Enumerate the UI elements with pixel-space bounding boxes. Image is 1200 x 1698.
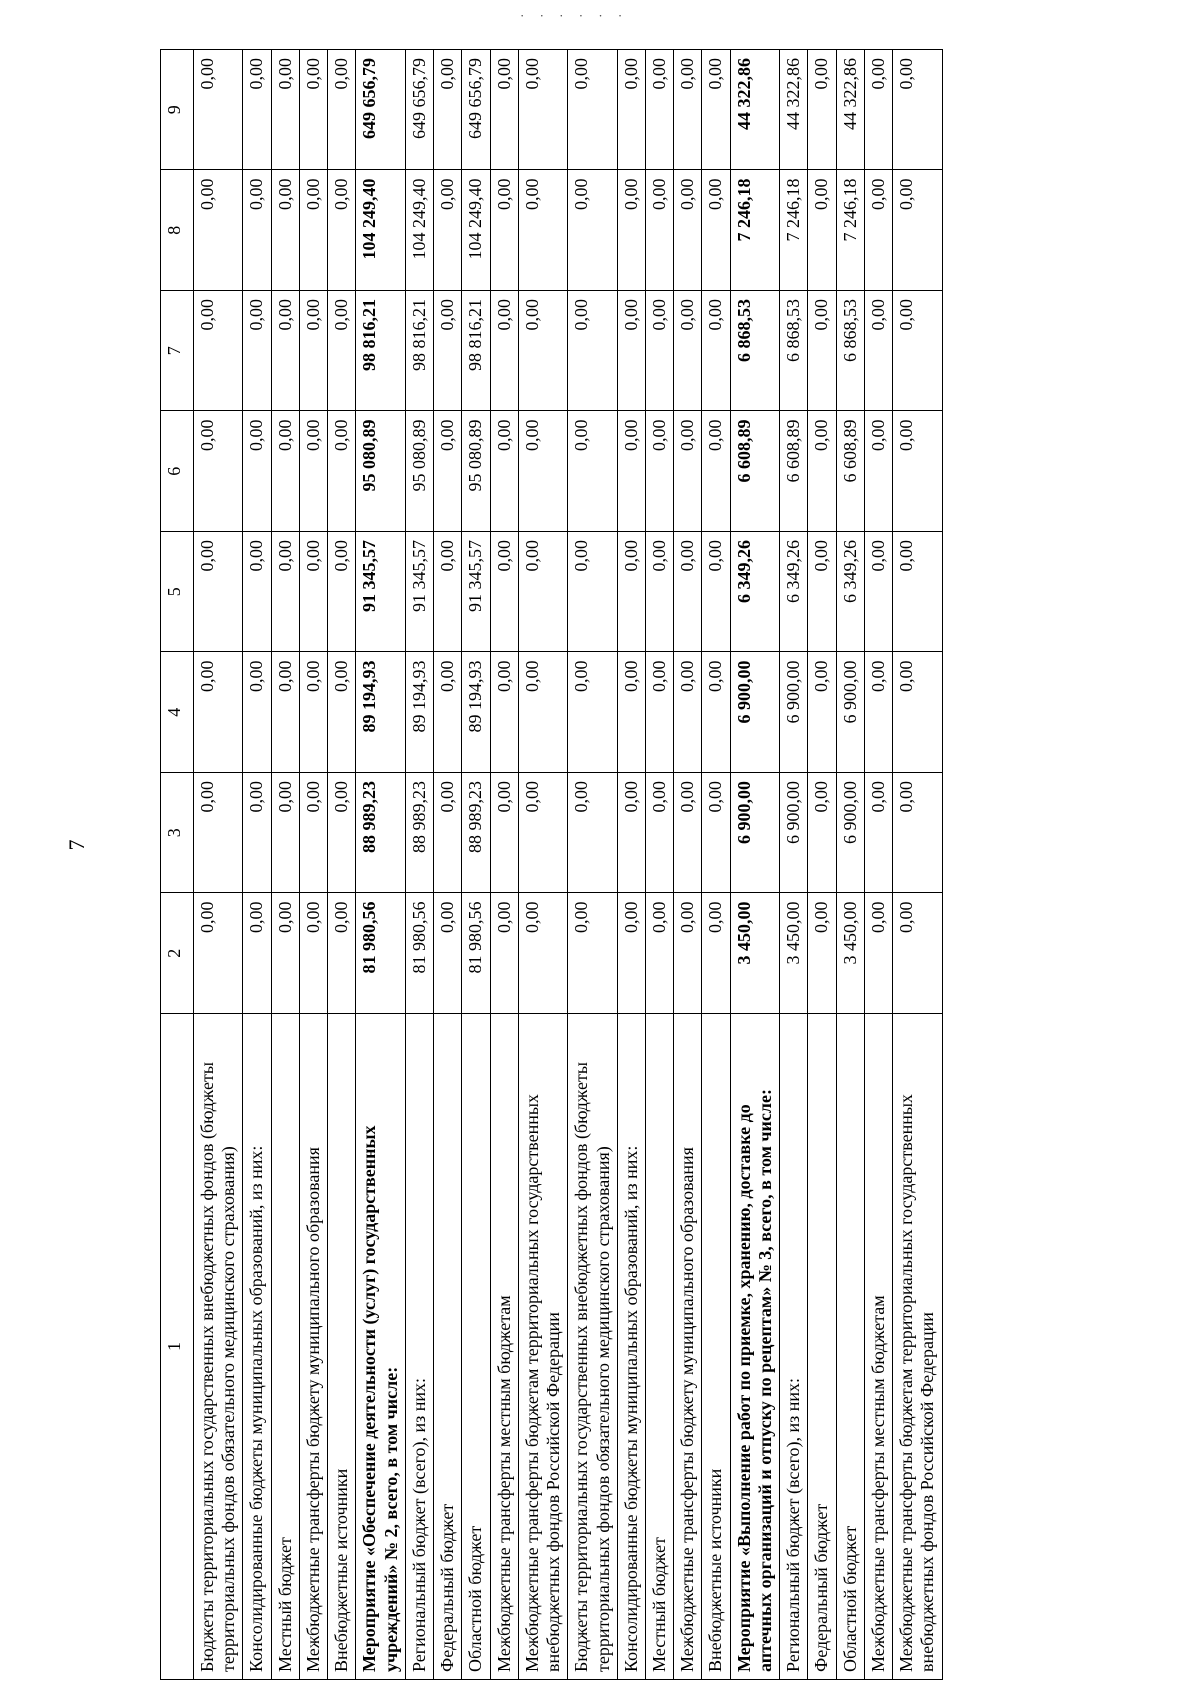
- value-cell: 0,00: [271, 893, 299, 1014]
- value-cell: 0,00: [808, 50, 836, 171]
- table-row: [490, 50, 518, 1680]
- row-label: Межбюджетные трансферты местным бюджетам: [490, 1014, 518, 1680]
- value-cell: 0,00: [271, 652, 299, 773]
- value-cell: 0,00: [674, 291, 702, 412]
- value-cell: 7 246,18: [730, 170, 779, 291]
- table-row: [702, 50, 730, 1680]
- value-cell: 6 868,53: [730, 291, 779, 412]
- value-cell: 0,00: [702, 411, 730, 532]
- row-label: Консолидированные бюджеты муниципальных образований, из них:: [617, 1014, 645, 1680]
- value-cell: 44 322,86: [836, 50, 864, 171]
- value-cell: 6 608,89: [780, 411, 808, 532]
- row-label: Мероприятие «Обеспечение деятельности (услуг) государственных учреждений» № 2, всего, в том числе:: [356, 1014, 405, 1680]
- value-cell: 0,00: [893, 652, 942, 773]
- table-row: [462, 50, 490, 1680]
- row-label: Бюджеты территориальных государственных внебюджетных фондов (бюджеты территориальных фондов обязательного медицинского страхования): [568, 1014, 617, 1680]
- value-cell: 0,00: [194, 411, 243, 532]
- table-row: [893, 50, 942, 1680]
- value-cell: 89 194,93: [356, 652, 405, 773]
- value-cell: 0,00: [808, 652, 836, 773]
- value-cell: 0,00: [490, 652, 518, 773]
- value-cell: 0,00: [568, 532, 617, 653]
- value-cell: 0,00: [194, 170, 243, 291]
- value-cell: 0,00: [864, 170, 892, 291]
- row-label: Мероприятие «Выполнение работ по приемке, хранению, доставке до аптечных организаций и отпуску по рецептам» № 3, всего, в том числе:: [730, 1014, 779, 1680]
- value-cell: 0,00: [864, 291, 892, 412]
- value-cell: 0,00: [271, 170, 299, 291]
- value-cell: 0,00: [518, 652, 567, 773]
- value-cell: 0,00: [194, 291, 243, 412]
- row-label: Местный бюджет: [271, 1014, 299, 1680]
- table-row: [356, 50, 405, 1680]
- value-cell: 0,00: [299, 291, 327, 412]
- value-cell: 0,00: [617, 170, 645, 291]
- value-cell: 0,00: [518, 170, 567, 291]
- value-cell: 88 989,23: [405, 773, 433, 894]
- column-header-3: 3: [161, 773, 194, 894]
- value-cell: 0,00: [808, 411, 836, 532]
- row-label: Региональный бюджет (всего), из них:: [405, 1014, 433, 1680]
- value-cell: 0,00: [243, 291, 271, 412]
- value-cell: 0,00: [328, 652, 356, 773]
- value-cell: 0,00: [243, 50, 271, 171]
- value-cell: 6 868,53: [836, 291, 864, 412]
- table-row: [194, 50, 243, 1680]
- value-cell: 0,00: [617, 291, 645, 412]
- value-cell: 88 989,23: [462, 773, 490, 894]
- value-cell: 0,00: [568, 50, 617, 171]
- page-number: 7: [64, 839, 89, 851]
- value-cell: 6 349,26: [780, 532, 808, 653]
- value-cell: 0,00: [702, 50, 730, 171]
- table-row: [568, 50, 617, 1680]
- value-cell: 6 349,26: [730, 532, 779, 653]
- value-cell: 0,00: [617, 411, 645, 532]
- row-label: Межбюджетные трансферты бюджетам территориальных государственных внебюджетных фондов Российской Федерации: [518, 1014, 567, 1680]
- row-label: Межбюджетные трансферты бюджету муниципального образования: [674, 1014, 702, 1680]
- column-header-1: 1: [161, 1014, 194, 1680]
- value-cell: 6 900,00: [780, 773, 808, 894]
- value-cell: 0,00: [808, 291, 836, 412]
- value-cell: 0,00: [243, 532, 271, 653]
- value-cell: 0,00: [864, 893, 892, 1014]
- value-cell: 0,00: [617, 50, 645, 171]
- value-cell: 0,00: [243, 411, 271, 532]
- value-cell: 7 246,18: [780, 170, 808, 291]
- value-cell: 0,00: [490, 411, 518, 532]
- table-row: [674, 50, 702, 1680]
- table-row: [243, 50, 271, 1680]
- value-cell: 0,00: [893, 893, 942, 1014]
- value-cell: 0,00: [864, 411, 892, 532]
- value-cell: 0,00: [518, 411, 567, 532]
- value-cell: 0,00: [299, 773, 327, 894]
- table-row: [328, 50, 356, 1680]
- value-cell: 104 249,40: [405, 170, 433, 291]
- column-header-6: 6: [161, 411, 194, 532]
- value-cell: 0,00: [864, 532, 892, 653]
- value-cell: 0,00: [434, 291, 462, 412]
- value-cell: 89 194,93: [462, 652, 490, 773]
- value-cell: 0,00: [674, 652, 702, 773]
- value-cell: 91 345,57: [462, 532, 490, 653]
- table-row: [836, 50, 864, 1680]
- value-cell: 6 900,00: [836, 652, 864, 773]
- value-cell: 0,00: [568, 170, 617, 291]
- value-cell: 0,00: [518, 532, 567, 653]
- value-cell: 0,00: [194, 773, 243, 894]
- value-cell: 3 450,00: [730, 893, 779, 1014]
- column-header-5: 5: [161, 532, 194, 653]
- value-cell: 0,00: [674, 411, 702, 532]
- value-cell: 0,00: [328, 893, 356, 1014]
- row-label: Консолидированные бюджеты муниципальных образований, из них:: [243, 1014, 271, 1680]
- value-cell: 0,00: [617, 532, 645, 653]
- value-cell: 0,00: [328, 291, 356, 412]
- value-cell: 98 816,21: [356, 291, 405, 412]
- value-cell: 0,00: [194, 893, 243, 1014]
- value-cell: 0,00: [617, 773, 645, 894]
- value-cell: 0,00: [271, 291, 299, 412]
- row-label: Местный бюджет: [645, 1014, 673, 1680]
- value-cell: 0,00: [808, 773, 836, 894]
- value-cell: 0,00: [194, 652, 243, 773]
- value-cell: 0,00: [645, 50, 673, 171]
- table-row: [864, 50, 892, 1680]
- column-header-8: 8: [161, 170, 194, 291]
- value-cell: 0,00: [194, 50, 243, 171]
- value-cell: 0,00: [645, 291, 673, 412]
- value-cell: 0,00: [271, 773, 299, 894]
- value-cell: 0,00: [434, 893, 462, 1014]
- value-cell: 0,00: [702, 652, 730, 773]
- value-cell: 0,00: [645, 532, 673, 653]
- value-cell: 104 249,40: [356, 170, 405, 291]
- value-cell: 3 450,00: [836, 893, 864, 1014]
- value-cell: 0,00: [893, 411, 942, 532]
- value-cell: 0,00: [645, 170, 673, 291]
- value-cell: 0,00: [808, 532, 836, 653]
- value-cell: 0,00: [518, 893, 567, 1014]
- value-cell: 0,00: [490, 532, 518, 653]
- column-header-4: 4: [161, 652, 194, 773]
- value-cell: 0,00: [328, 170, 356, 291]
- value-cell: 0,00: [645, 652, 673, 773]
- value-cell: 0,00: [702, 532, 730, 653]
- value-cell: 104 249,40: [462, 170, 490, 291]
- value-cell: 0,00: [328, 411, 356, 532]
- table-row: [405, 50, 433, 1680]
- value-cell: 6 900,00: [836, 773, 864, 894]
- value-cell: 0,00: [645, 773, 673, 894]
- table-body: [194, 50, 943, 1680]
- value-cell: 6 900,00: [780, 652, 808, 773]
- value-cell: 0,00: [328, 50, 356, 171]
- table-row: [299, 50, 327, 1680]
- value-cell: 649 656,79: [356, 50, 405, 171]
- row-label: Межбюджетные трансферты бюджетам территориальных государственных внебюджетных фондов Российской Федерации: [893, 1014, 942, 1680]
- value-cell: 44 322,86: [780, 50, 808, 171]
- value-cell: 0,00: [434, 532, 462, 653]
- value-cell: 0,00: [490, 773, 518, 894]
- value-cell: 0,00: [808, 893, 836, 1014]
- value-cell: 0,00: [808, 170, 836, 291]
- value-cell: 649 656,79: [462, 50, 490, 171]
- value-cell: 89 194,93: [405, 652, 433, 773]
- value-cell: 0,00: [645, 893, 673, 1014]
- value-cell: 0,00: [864, 50, 892, 171]
- value-cell: 0,00: [299, 652, 327, 773]
- value-cell: 0,00: [490, 170, 518, 291]
- value-cell: 0,00: [674, 170, 702, 291]
- value-cell: 0,00: [299, 50, 327, 171]
- value-cell: 0,00: [271, 532, 299, 653]
- value-cell: 6 608,89: [730, 411, 779, 532]
- value-cell: 0,00: [702, 170, 730, 291]
- value-cell: 7 246,18: [836, 170, 864, 291]
- value-cell: 0,00: [568, 652, 617, 773]
- scan-marks: · · · · · ·: [520, 8, 629, 23]
- value-cell: 0,00: [893, 773, 942, 894]
- value-cell: 0,00: [617, 652, 645, 773]
- value-cell: 0,00: [243, 170, 271, 291]
- value-cell: 6 900,00: [730, 773, 779, 894]
- value-cell: 0,00: [490, 893, 518, 1014]
- table-row: [780, 50, 808, 1680]
- column-header-2: 2: [161, 893, 194, 1014]
- value-cell: 0,00: [299, 532, 327, 653]
- value-cell: 91 345,57: [356, 532, 405, 653]
- row-label: Региональный бюджет (всего), из них:: [780, 1014, 808, 1680]
- value-cell: 0,00: [617, 893, 645, 1014]
- value-cell: 0,00: [434, 652, 462, 773]
- value-cell: 0,00: [243, 652, 271, 773]
- value-cell: 0,00: [674, 50, 702, 171]
- value-cell: 95 080,89: [356, 411, 405, 532]
- value-cell: 0,00: [674, 773, 702, 894]
- value-cell: 649 656,79: [405, 50, 433, 171]
- value-cell: 0,00: [518, 773, 567, 894]
- value-cell: 0,00: [674, 532, 702, 653]
- value-cell: 3 450,00: [780, 893, 808, 1014]
- value-cell: 0,00: [518, 50, 567, 171]
- value-cell: 0,00: [299, 170, 327, 291]
- value-cell: 0,00: [702, 291, 730, 412]
- row-label: Внебюджетные источники: [702, 1014, 730, 1680]
- value-cell: 6 868,53: [780, 291, 808, 412]
- value-cell: 0,00: [893, 291, 942, 412]
- value-cell: 81 980,56: [462, 893, 490, 1014]
- row-label: Областной бюджет: [462, 1014, 490, 1680]
- value-cell: 0,00: [243, 773, 271, 894]
- value-cell: 0,00: [674, 893, 702, 1014]
- value-cell: 0,00: [893, 532, 942, 653]
- value-cell: 0,00: [864, 773, 892, 894]
- row-label: Межбюджетные трансферты бюджету муниципального образования: [299, 1014, 327, 1680]
- value-cell: 0,00: [490, 50, 518, 171]
- value-cell: 0,00: [518, 291, 567, 412]
- value-cell: 88 989,23: [356, 773, 405, 894]
- budget-table: [160, 49, 943, 1680]
- row-label: Внебюджетные источники: [328, 1014, 356, 1680]
- value-cell: 81 980,56: [356, 893, 405, 1014]
- value-cell: 98 816,21: [405, 291, 433, 412]
- value-cell: 0,00: [702, 773, 730, 894]
- rotated-page: [160, 50, 1080, 1680]
- value-cell: 95 080,89: [462, 411, 490, 532]
- table-row: [617, 50, 645, 1680]
- row-label: Федеральный бюджет: [808, 1014, 836, 1680]
- table-row: [645, 50, 673, 1680]
- value-cell: 0,00: [568, 291, 617, 412]
- value-cell: 0,00: [568, 411, 617, 532]
- row-label: Областной бюджет: [836, 1014, 864, 1680]
- value-cell: 6 608,89: [836, 411, 864, 532]
- value-cell: 6 900,00: [730, 652, 779, 773]
- column-header-7: 7: [161, 291, 194, 412]
- value-cell: 0,00: [299, 893, 327, 1014]
- value-cell: 44 322,86: [730, 50, 779, 171]
- value-cell: 0,00: [490, 291, 518, 412]
- value-cell: 0,00: [864, 652, 892, 773]
- value-cell: 98 816,21: [462, 291, 490, 412]
- row-label: Федеральный бюджет: [434, 1014, 462, 1680]
- table-row: [434, 50, 462, 1680]
- value-cell: 0,00: [299, 411, 327, 532]
- value-cell: 0,00: [271, 411, 299, 532]
- value-cell: 0,00: [328, 773, 356, 894]
- value-cell: 0,00: [434, 773, 462, 894]
- table-row: [730, 50, 779, 1680]
- value-cell: 0,00: [893, 50, 942, 171]
- table-row: [271, 50, 299, 1680]
- row-label: Бюджеты территориальных государственных внебюджетных фондов (бюджеты территориальных фондов обязательного медицинского страхования): [194, 1014, 243, 1680]
- value-cell: 0,00: [434, 170, 462, 291]
- value-cell: 0,00: [702, 893, 730, 1014]
- column-header-9: 9: [161, 50, 194, 171]
- table-row: [808, 50, 836, 1680]
- value-cell: 0,00: [243, 893, 271, 1014]
- value-cell: 0,00: [194, 532, 243, 653]
- value-cell: 95 080,89: [405, 411, 433, 532]
- value-cell: 6 349,26: [836, 532, 864, 653]
- value-cell: 0,00: [645, 411, 673, 532]
- value-cell: 0,00: [568, 773, 617, 894]
- value-cell: 81 980,56: [405, 893, 433, 1014]
- value-cell: 0,00: [328, 532, 356, 653]
- value-cell: 0,00: [434, 50, 462, 171]
- value-cell: 0,00: [893, 170, 942, 291]
- value-cell: 0,00: [568, 893, 617, 1014]
- row-label: Межбюджетные трансферты местным бюджетам: [864, 1014, 892, 1680]
- value-cell: 0,00: [434, 411, 462, 532]
- table-header-row: [161, 50, 194, 1680]
- value-cell: 0,00: [271, 50, 299, 171]
- value-cell: 91 345,57: [405, 532, 433, 653]
- table-row: [518, 50, 567, 1680]
